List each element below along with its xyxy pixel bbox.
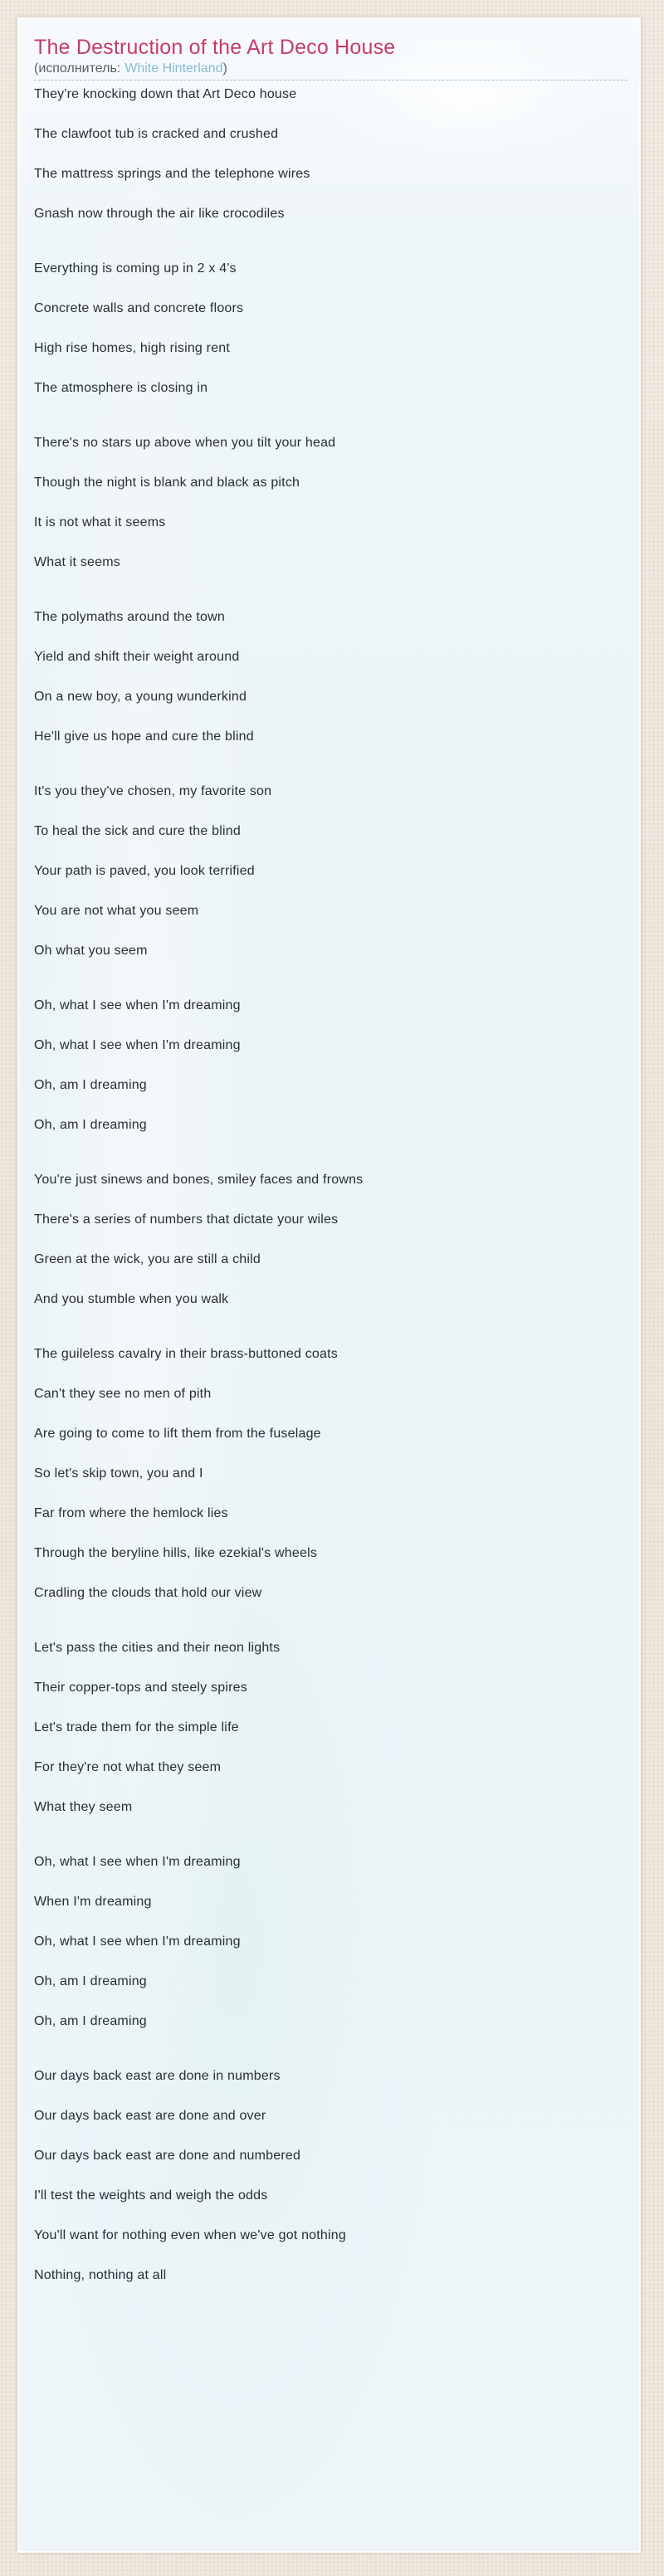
lyric-line: The polymaths around the town [34, 610, 225, 624]
artist-label: (исполнитель: [34, 61, 121, 76]
lyric-line: They're knocking down that Art Deco house [34, 87, 297, 101]
lyric-line: Our days back east are done and numbered [34, 2149, 301, 2163]
lyric-line: Nothing, nothing at all [34, 2268, 167, 2282]
lyric-line: Through the beryline hills, like ezekial's wheels [34, 1546, 318, 1560]
lyric-line: The guileless cavalry in their brass-buttoned coats [34, 1347, 338, 1361]
lyric-line: Oh, what I see when I'm dreaming [34, 1855, 241, 1869]
lyric-line: The mattress springs and the telephone wires [34, 167, 310, 181]
lyric-line: Everything is coming up in 2 x 4's [34, 261, 237, 276]
lyric-line: Let's pass the cities and their neon lights [34, 1641, 281, 1655]
stanza [34, 610, 606, 744]
lyric-line: Gnash now through the air like crocodiles [34, 207, 285, 221]
lyric-line: So let's skip town, you and I [34, 1466, 203, 1481]
lyric-line: Oh what you seem [34, 944, 148, 958]
lyric-line: Oh, what I see when I'm dreaming [34, 1038, 241, 1052]
lyric-line: On a new boy, a young wunderkind [34, 690, 247, 704]
lyric-line: Your path is paved, you look terrified [34, 864, 255, 878]
lyric-line: You'll want for nothing even when we've got nothing [34, 2228, 346, 2242]
stanza [34, 1641, 606, 1815]
lyric-line: To heal the sick and cure the blind [34, 824, 241, 838]
lyric-line: You're just sinews and bones, smiley faces and frowns [34, 1173, 364, 1187]
lyric-line: Oh, am I dreaming [34, 1118, 147, 1132]
lyric-line: Cradling the clouds that hold our view [34, 1586, 262, 1600]
lyric-line: Far from where the hemlock lies [34, 1506, 228, 1520]
lyric-line: Though the night is blank and black as pitch [34, 476, 300, 490]
song-header [19, 19, 639, 80]
lyric-line: There's a series of numbers that dictate your wiles [34, 1212, 339, 1227]
lyric-line: Our days back east are done and over [34, 2109, 266, 2123]
stanza [34, 1855, 606, 2029]
lyric-line: He'll give us hope and cure the blind [34, 729, 254, 744]
lyric-line: And you stumble when you walk [34, 1292, 229, 1306]
lyric-line: It is not what it seems [34, 515, 166, 529]
lyric-line: Concrete walls and concrete floors [34, 301, 244, 315]
stanza [34, 1347, 606, 1601]
lyric-line: Oh, am I dreaming [34, 1974, 147, 1988]
stanza [34, 1173, 606, 1307]
lyric-line: There's no stars up above when you tilt your head [34, 436, 336, 450]
artist-link[interactable]: White Hinterland [124, 61, 223, 76]
stanza [34, 436, 606, 570]
lyric-line: It's you they've chosen, my favorite son [34, 784, 272, 798]
stanza [34, 2069, 606, 2283]
lyric-line: What it seems [34, 555, 120, 569]
lyric-line: Oh, what I see when I'm dreaming [34, 998, 241, 1012]
lyrics-body [19, 80, 639, 2283]
song-title: The Destruction of the Art Deco House [34, 36, 396, 59]
lyric-line: Our days back east are done in numbers [34, 2069, 281, 2083]
lyric-line: Oh, am I dreaming [34, 1078, 147, 1092]
content-panel [17, 17, 641, 2553]
lyric-line: Can't they see no men of pith [34, 1387, 212, 1401]
lyric-line: High rise homes, high rising rent [34, 341, 231, 355]
lyric-line: Oh, what I see when I'm dreaming [34, 1934, 241, 1949]
lyric-line: Their copper-tops and steely spires [34, 1681, 247, 1695]
lyric-line: You are not what you seem [34, 904, 199, 918]
lyric-line: The atmosphere is closing in [34, 381, 208, 395]
lyric-line: What they seem [34, 1800, 133, 1814]
lyric-line: I'll test the weights and weigh the odds [34, 2188, 268, 2203]
stanza [34, 87, 606, 222]
stanza [34, 784, 606, 959]
lyric-line: Are going to come to lift them from the fuselage [34, 1427, 321, 1441]
lyric-line: Let's trade them for the simple life [34, 1720, 239, 1734]
artist-label-close: ) [222, 61, 227, 76]
lyric-line: Oh, am I dreaming [34, 2014, 147, 2028]
lyric-line: When I'm dreaming [34, 1895, 152, 1909]
lyric-line: The clawfoot tub is cracked and crushed [34, 127, 279, 141]
lyric-line: For they're not what they seem [34, 1760, 222, 1774]
stanza [34, 261, 606, 396]
lyric-line: Green at the wick, you are still a child [34, 1252, 261, 1266]
stanza [34, 998, 606, 1133]
artist-row [34, 61, 627, 80]
lyric-line: Yield and shift their weight around [34, 650, 240, 664]
